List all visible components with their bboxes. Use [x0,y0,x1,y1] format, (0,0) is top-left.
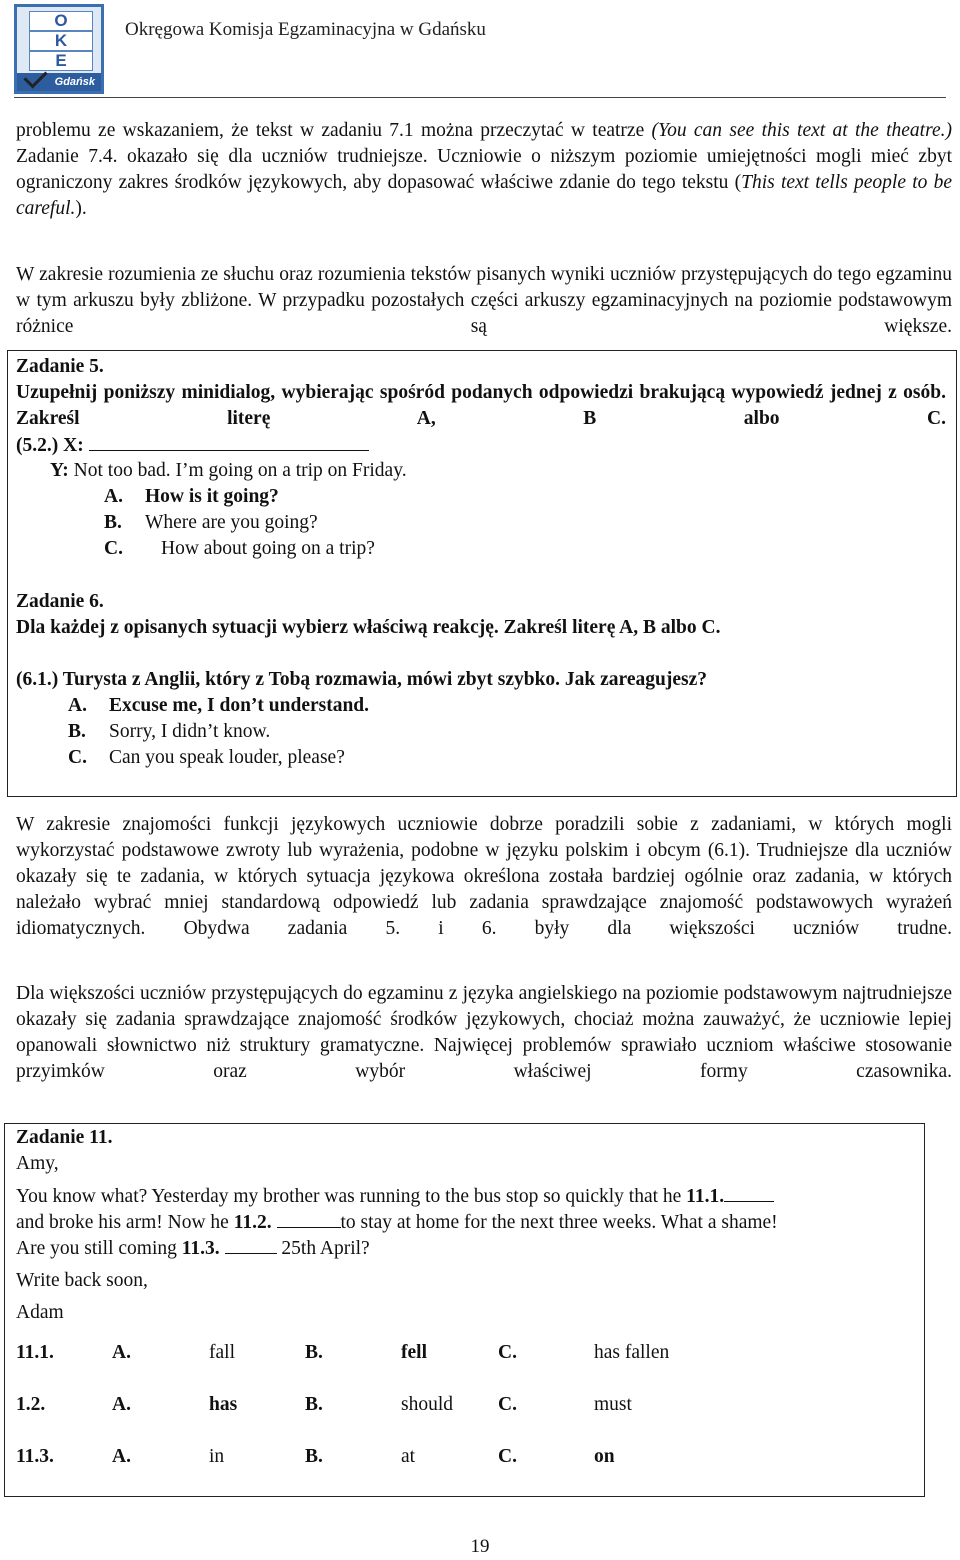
task5-y-text: Not too bad. I’m going on a trip on Friday. [68,460,407,481]
task-11-box [4,1123,925,1497]
task5-option-a-text: How is it going? [145,486,279,507]
gap-11-1-blank[interactable] [724,1183,774,1202]
task5-instruction: Uzupełnij poniższy minidialog, wybierając spośród podanych odpowiedzi brakującą wypowiedź jednej z osób. Zakreśl literę A, B albo C. [16,382,946,429]
letter-text: Are you still coming [16,1238,182,1259]
task5-option-b-letter[interactable]: B. [104,512,122,533]
option-b-text: fell [401,1342,427,1363]
task5-option-c-letter[interactable]: C. [104,538,123,559]
option-c-text: has fallen [594,1342,670,1363]
option-b-letter[interactable]: B. [305,1394,323,1415]
option-a-text: fall [209,1342,235,1363]
task11-letter-line-1 [16,1183,774,1210]
task6-option-c-text: Can you speak louder, please? [109,747,345,768]
row-number: 11.3. [16,1446,54,1467]
intro-italic-1: (You can see this text at [651,120,848,141]
task5-y-label: Y: [50,460,69,481]
intro-text-2: Zadanie 7.4. okazało się dla uczniów trudniejsze. Uczniowie o niższym poziomie umiejętności mogli mieć zbyt ograniczony zakres środków językowych, aby dopasować właściwe zdanie do tego tekstu ( [16,146,952,193]
option-c-letter[interactable]: C. [498,1394,517,1415]
task11-title: Zadanie 11. [16,1127,113,1148]
answer-blank[interactable] [89,432,369,451]
logo-letter-k: K [29,31,93,51]
header-divider [14,97,946,98]
task11-letter-line-2 [16,1209,778,1236]
page-number: 19 [470,1536,490,1557]
middle-paragraph-1: W zakresie znajomości funkcji językowych uczniowie dobrze poradzili sobie z zadaniami, w których mogli wykorzystać podstawowe zwroty lub wyrażenia, podobne w języku polskim i obcym (6.1). Trudniejsze dla uczniów okazały się te zadania, w których sytuacja językowa określona została bardziej ogólnie oraz zadania, w których należało wybrać mniej standardową odpowiedź lub zadania sprawdzające znajomość podstawowych wyrażeń idiomatycznych. Obydwa zadania 5. i 6. były dla większości uczniów trudne. [16,814,952,939]
option-a-text: has [209,1394,238,1415]
option-a-letter[interactable]: A. [112,1342,131,1363]
task6-option-b-letter[interactable]: B. [68,721,86,742]
option-c-letter[interactable]: C. [498,1446,517,1467]
logo-letter-e: E [29,51,93,71]
task6-instruction: Dla każdej z opisanych sytuacji wybierz właściwą reakcję. Zakreśl literę A, B albo C. [16,617,721,638]
option-c-text: on [594,1446,615,1467]
option-a-letter[interactable]: A. [112,1446,131,1467]
option-c-text: must [594,1394,632,1415]
option-b-letter[interactable]: B. [305,1446,323,1467]
row-number: 1.2. [16,1394,46,1415]
task5-x-label: (5.2.) X: [16,435,84,456]
logo-letter-o: O [29,11,93,31]
task6-item: (6.1.) Turysta z Anglii, który z Tobą rozmawia, mówi zbyt szybko. Jak zareagujesz? [16,669,707,690]
organization-name: Okręgowa Komisja Egzaminacyjna w Gdańsku [125,19,486,40]
task5-item-label [16,432,369,459]
gap-number: 11.2. [233,1212,272,1233]
intro-text: problemu ze wskazaniem, że tekst w zadaniu 7.1 można przeczytać w teatrze [16,120,652,141]
option-c-letter[interactable]: C. [498,1342,517,1363]
gap-11-3-blank[interactable] [225,1235,277,1254]
task5-option-a-letter[interactable]: A. [104,486,123,507]
task6-option-a-letter[interactable]: A. [68,695,87,716]
letter-text: and broke his arm! Now he [16,1212,234,1233]
row-number: 11.1. [16,1342,54,1363]
intro-italic-2: the theatre.) [854,120,952,141]
option-b-text: should [401,1394,454,1415]
task5-option-b-text: Where are you going? [145,512,318,533]
task11-closing: Write back soon, [16,1270,148,1291]
task11-letter-line-3 [16,1235,370,1262]
intro-paragraph-1 [16,118,952,248]
oke-logo [14,4,104,94]
logo-city: Gdańsk [17,73,101,91]
letter-text: 25th April? [276,1238,370,1259]
task5-option-c-text: How about going on a trip? [161,538,375,559]
option-a-text: in [209,1446,225,1467]
task6-option-c-letter[interactable]: C. [68,747,87,768]
task11-signature: Adam [16,1302,64,1323]
intro-italic-3: This text tells people to be careful. [16,172,952,219]
middle-paragraph-2: Dla większości uczniów przystępujących do egzaminu z języka angielskiego na poziomie podstawowym najtrudniejsze okazały się zadania sprawdzające znajomość środków językowych, chociaż można zauważyć, że uczniowie lepiej opanowali słownictwo niż struktury gramatyczne. Najwięcej problemów sprawiało uczniom właściwe stosowanie przyimków oraz wybór właściwej formy czasownika. [16,983,952,1082]
task5-title: Zadanie 5. [16,356,104,377]
task5-y-line [50,458,407,484]
task11-greeting: Amy, [16,1153,59,1174]
option-b-text: at [401,1446,416,1467]
letter-text: to stay at home for the next three weeks. What a shame! [340,1212,778,1233]
option-a-letter[interactable]: A. [112,1394,131,1415]
gap-number: 11.1. [686,1186,725,1207]
option-b-letter[interactable]: B. [305,1342,323,1363]
intro-paragraph-2: W zakresie rozumienia ze słuchu oraz rozumienia tekstów pisanych wyniki uczniów przystępujących do tego egzaminu w tym arkuszu były zbliżone. W przypadku pozostałych części arkuszy egzaminacyjnych na poziomie podstawowym różnice są większe. [16,264,952,337]
gap-11-2-blank[interactable] [277,1209,341,1228]
task6-title: Zadanie 6. [16,591,104,612]
gap-number: 11.3. [181,1238,220,1259]
task6-option-b-text: Sorry, I didn’t know. [109,721,271,742]
task6-option-a-text: Excuse me, I don’t understand. [109,695,370,716]
intro-text-end: ). [75,198,87,219]
letter-text: You know what? Yesterday my brother was running to the bus stop so quickly that he [16,1186,687,1207]
page-header [14,4,946,100]
